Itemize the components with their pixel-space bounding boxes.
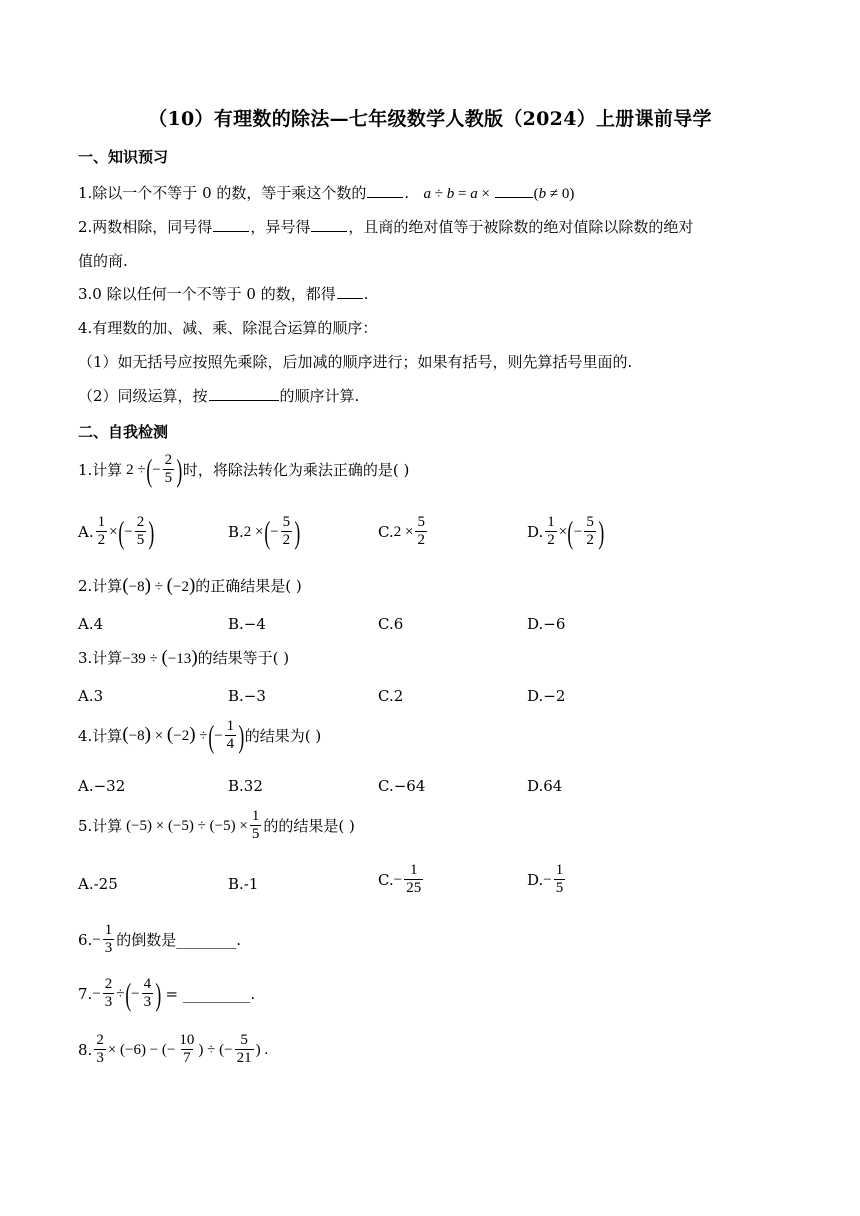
q5-option-d[interactable]: D. − $\frac{1}{5}$ <box>527 862 564 896</box>
formula: a <box>423 186 431 202</box>
item-2-text-b: ，异号得 <box>250 218 311 236</box>
q4-suffix: 的结果为( ) <box>244 726 322 745</box>
item-4-1: （1）如无括号应按照先乘除，后加减的顺序进行；如果有括号，则先算括号里面的. <box>78 353 633 371</box>
q5-suffix: 的的结果是( ) <box>263 816 355 835</box>
q8-prefix: 8. <box>78 1040 93 1059</box>
option-label: D. <box>527 870 544 889</box>
section-heading-preview: 一、知识预习 <box>78 148 169 166</box>
q5-prefix: 5.计算 <box>78 816 123 835</box>
q4-option-c[interactable]: C.−64 <box>378 777 426 795</box>
item-3: 3.0 除以任何一个不等于 0 的数，都得 . <box>78 285 369 303</box>
question-3: 3.计算−39 ÷ (−13)的结果等于( ) <box>78 647 290 668</box>
item-2-cont: 值的商. <box>78 252 128 270</box>
question-5: 5.计算 (−5) × (−5) ÷ (−5) × $\frac{1}{5}$ 的的结果是( ) <box>78 808 355 842</box>
q4-prefix: 4.计算 <box>78 726 123 745</box>
item-2-text-a: 2.两数相除，同号得 <box>78 218 213 236</box>
q1-option-d[interactable]: D. $\frac{1}{2}$ × ( − $\frac{5}{2}$ ) <box>527 513 605 550</box>
blank <box>311 217 347 232</box>
q5-option-b[interactable]: B.-1 <box>228 875 259 893</box>
item-1: 1.除以一个不等于 0 的数，等于乘这个数的 . a ÷ b = a × (b ≠ 0) <box>78 184 575 202</box>
option-label: B. <box>228 522 244 541</box>
q3-prefix: 3.计算 <box>78 649 123 667</box>
q3-option-c[interactable]: C.2 <box>378 687 404 705</box>
q1-prefix: 1.计算 <box>78 460 123 479</box>
q3-option-b[interactable]: B.−3 <box>228 687 266 705</box>
item-2-text-c: ，且商的绝对值等于被除数的绝对值除以除数的绝对 <box>348 218 694 236</box>
item-2 <box>78 216 693 238</box>
item-4-2 <box>78 385 359 407</box>
q3-option-d[interactable]: D.−2 <box>527 687 566 705</box>
question-4: 4.计算 (−8) × (−2) ÷ ( − $\frac{1}{4}$ ) 的结果为( ) <box>78 717 322 754</box>
q4-option-a[interactable]: A.−32 <box>78 777 126 795</box>
q4-option-d[interactable]: D.64 <box>527 777 563 795</box>
q2-prefix: 2.计算 <box>78 577 123 595</box>
q1-suffix: 时，将除法转化为乘法正确的是( ) <box>182 460 410 479</box>
q5-option-a[interactable]: A.-25 <box>78 875 118 893</box>
q2-option-c[interactable]: C.6 <box>378 615 404 633</box>
option-label: C. <box>378 870 394 889</box>
blank <box>495 183 533 198</box>
q7-suffix: = _________. <box>165 984 256 1003</box>
q2-option-b[interactable]: B.−4 <box>228 615 266 633</box>
blank <box>213 217 249 232</box>
question-6: 6. − $\frac{1}{3}$ 的倒数是________. <box>78 922 242 956</box>
q2-suffix: 的正确结果是( ) <box>195 577 302 595</box>
q5-option-c[interactable]: C. − $\frac{1}{25}$ <box>378 862 422 896</box>
question-1: 1.计算 2 ÷ ( − $\frac{2}{5}$ ) 时，将除法转化为乘法正确的是( ) <box>78 451 410 488</box>
item-4-2-text-b: 的顺序计算. <box>279 387 360 405</box>
blank <box>367 183 403 198</box>
q3-option-a[interactable]: A.3 <box>78 687 104 705</box>
blank <box>209 386 279 401</box>
question-8: 8. $\frac{2}{3}$ × (−6) − (− $\frac{10}{7}$ ) ÷ (− $\frac{5}{21}$ ) . <box>78 1032 269 1066</box>
item-3-text: 3.0 除以任何一个不等于 0 的数，都得 <box>78 285 336 303</box>
document-title: （10）有理数的除法—七年级数学人教版（2024）上册课前导学 <box>148 108 712 130</box>
question-7: 7. − $\frac{2}{3}$ ÷ ( − $\frac{4}{3}$ ) = _________. <box>78 975 256 1012</box>
q1-option-c[interactable]: C. 2 × $\frac{5}{2}$ <box>378 514 425 548</box>
item-4: 4.有理数的加、减、乘、除混合运算的顺序： <box>78 319 378 337</box>
q3-suffix: 的结果等于( ) <box>197 649 290 667</box>
q1-option-b[interactable]: B. 2 × ( − $\frac{5}{2}$ ) <box>228 513 301 550</box>
item-1-text: 1.除以一个不等于 0 的数，等于乘这个数的 <box>78 184 367 202</box>
blank <box>337 284 363 299</box>
option-label: A. <box>78 522 94 541</box>
item-4-2-text-a: （2）同级运算，按 <box>78 387 208 405</box>
fraction: $\frac{2}{5}$ <box>164 452 173 486</box>
q2-option-d[interactable]: D.−6 <box>527 615 566 633</box>
q7-prefix: 7. <box>78 984 93 1003</box>
q4-option-b[interactable]: B.32 <box>228 777 263 795</box>
q6-prefix: 6. <box>78 930 93 949</box>
q2-option-a[interactable]: A.4 <box>78 615 104 633</box>
q6-suffix: 的倒数是________. <box>116 930 242 949</box>
q1-option-a[interactable]: A. $\frac{1}{2}$ × ( − $\frac{2}{5}$ ) <box>78 513 155 550</box>
section-heading-check: 二、自我检测 <box>78 423 169 441</box>
option-label: C. <box>378 522 394 541</box>
question-2: 2.计算(−8) ÷ (−2)的正确结果是( ) <box>78 575 302 596</box>
option-label: D. <box>527 522 544 541</box>
